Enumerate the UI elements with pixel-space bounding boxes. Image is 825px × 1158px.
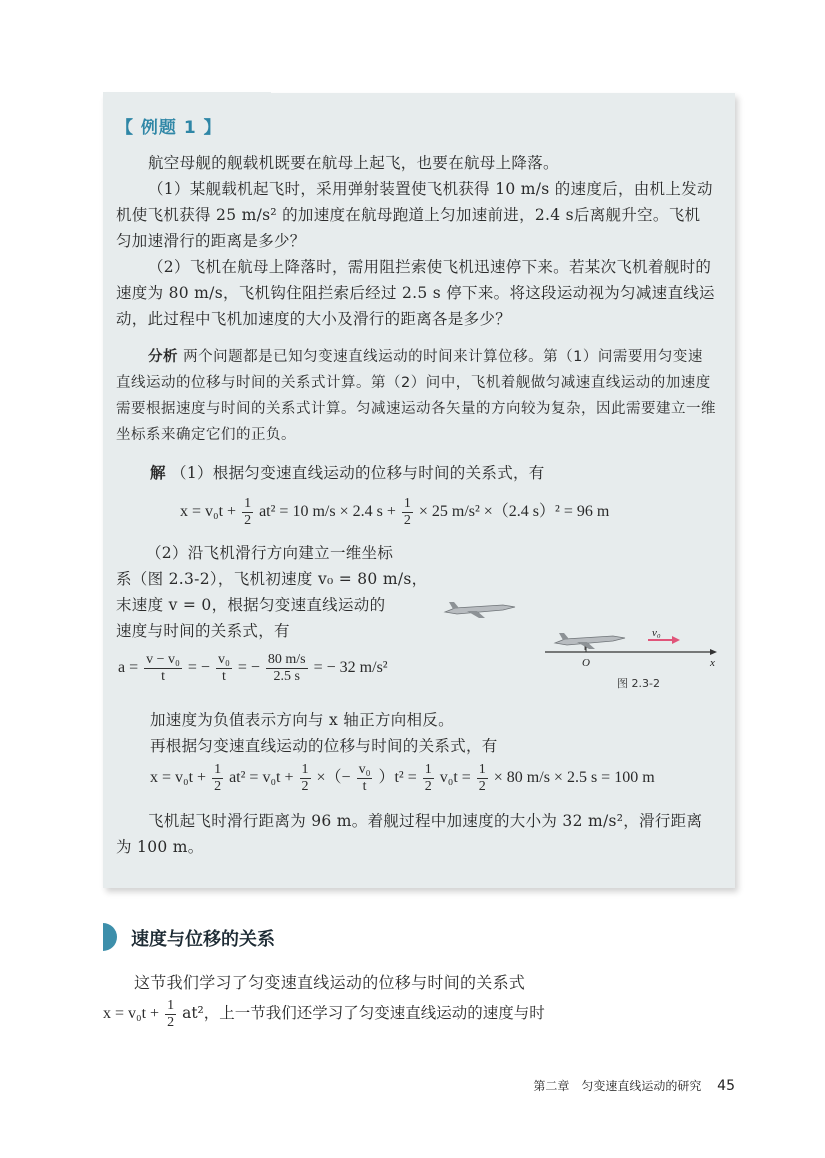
x-axis-arrow-icon <box>710 649 717 655</box>
analysis-label: 分析 <box>148 349 178 365</box>
section-title: 速度与位移的关系 <box>131 929 275 950</box>
equation-3: x = v₀t + $\frac{1}{2}$ at² = v₀t + $\frac{1}{2}$ ×（− $\frac{\text{v₀}}{t}$ ）t² = $\frac{1}{2}$ v₀t = $\frac{1}{2}$ × 80 m/s × 2.5 s = 100 m <box>150 762 655 794</box>
velocity-label: v₀ <box>652 627 661 639</box>
section-line-1: 这节我们学习了匀变速直线运动的位移与时间的关系式 <box>134 973 526 992</box>
solution-2-block <box>116 540 436 644</box>
velocity-arrow-head-icon <box>672 636 680 644</box>
solution-2-line: 系（图 2.3-2），飞机初速度 v₀ = 80 m/s， <box>116 570 428 588</box>
solution-label: 解 <box>150 463 166 482</box>
page-footer <box>533 1077 735 1094</box>
fraction-half: $\frac{1}{2}$ <box>403 496 411 528</box>
example-title: 【 例题 1 】 <box>116 118 222 138</box>
solution-line-3: 加速度为负值表示方向与 x 轴正方向相反。 <box>150 711 454 729</box>
eq1-part: at² = 10 m/s × 2.4 s + <box>259 503 396 521</box>
origin-label: O <box>582 657 590 669</box>
eq1-part: x = v₀t + <box>180 503 237 521</box>
solution-line-1 <box>150 460 710 486</box>
fraction-half: $\frac{1}{2}$ <box>244 496 252 528</box>
solution-text-1: （1）根据匀变速直线运动的位移与时间的关系式，有 <box>171 464 545 482</box>
example-p3: （2）飞机在航母上降落时，需用阻拦索使飞机迅速停下来。若某次飞机着舰时的速度为 80 m/s，飞机钩住阻拦索后经过 2.5 s 停下来。将这段运动视为匀减速直线运动，此过程中飞机加速度的大小及滑行的距离各是多少？ <box>116 258 715 328</box>
axis-label: x <box>710 657 715 669</box>
chapter-title: 第二章 匀变速直线运动的研究 <box>533 1079 702 1093</box>
page-number: 45 <box>717 1078 735 1094</box>
analysis-block <box>116 344 716 448</box>
section-marker-icon <box>103 923 117 951</box>
aircraft-flying-icon <box>445 602 515 618</box>
aircraft-landing-icon <box>555 633 625 650</box>
equation-1 <box>180 496 609 529</box>
example-p1: 航空母舰的舰载机既要在航母上起飞，也要在航母上降落。 <box>148 154 559 172</box>
equation-2: a = $\frac{\text{v − v₀}}{t}$ = − $\frac{\text{v₀}}{t}$ = − $\frac{80 m/s}{2.5 s}$ = − 32 m/s² <box>118 652 388 684</box>
figure-caption: 图 2.3-2 <box>617 677 660 690</box>
solution-line-4: 再根据匀变速直线运动的位移与时间的关系式，有 <box>150 737 498 755</box>
conclusion: 飞机起飞时滑行距离为 96 m。着舰过程中加速度的大小为 32 m/s²，滑行距离为 100 m。 <box>116 812 703 856</box>
solution-2-line: 速度与时间的关系式，有 <box>116 622 290 640</box>
solution-2-line: （2）沿飞机滑行方向建立一维坐标 <box>146 544 394 562</box>
analysis-text: 两个问题都是已知匀变速直线运动的时间来计算位移。第（1）问需要用匀变速直线运动的位移与时间的关系式计算。第（2）问中，飞机着舰做匀减速直线运动的加速度需要根据速度与时间的关系式计算。匀减速运动各矢量的方向较为复杂，因此需要建立一维坐标系来确定它们的正负。 <box>116 349 716 443</box>
solution-2-line: 末速度 v = 0，根据匀变速直线运动的 <box>116 596 386 614</box>
eq1-part: × 25 m/s² ×（2.4 s）² = 96 m <box>418 503 610 521</box>
figure-aircraft-axis <box>440 595 725 695</box>
example-p2: （1）某舰载机起飞时，采用弹射装置使飞机获得 10 m/s 的速度后，由机上发动机使飞机获得 25 m/s² 的加速度在航母跑道上匀加速前进，2.4 s后离舰升空。飞机匀加速滑行的距离是多少？ <box>116 180 713 250</box>
section-line-2: x = v₀t + $\frac{1}{2}$ at²，上一节我们还学习了匀变速直线运动的速度与时 <box>103 998 545 1030</box>
